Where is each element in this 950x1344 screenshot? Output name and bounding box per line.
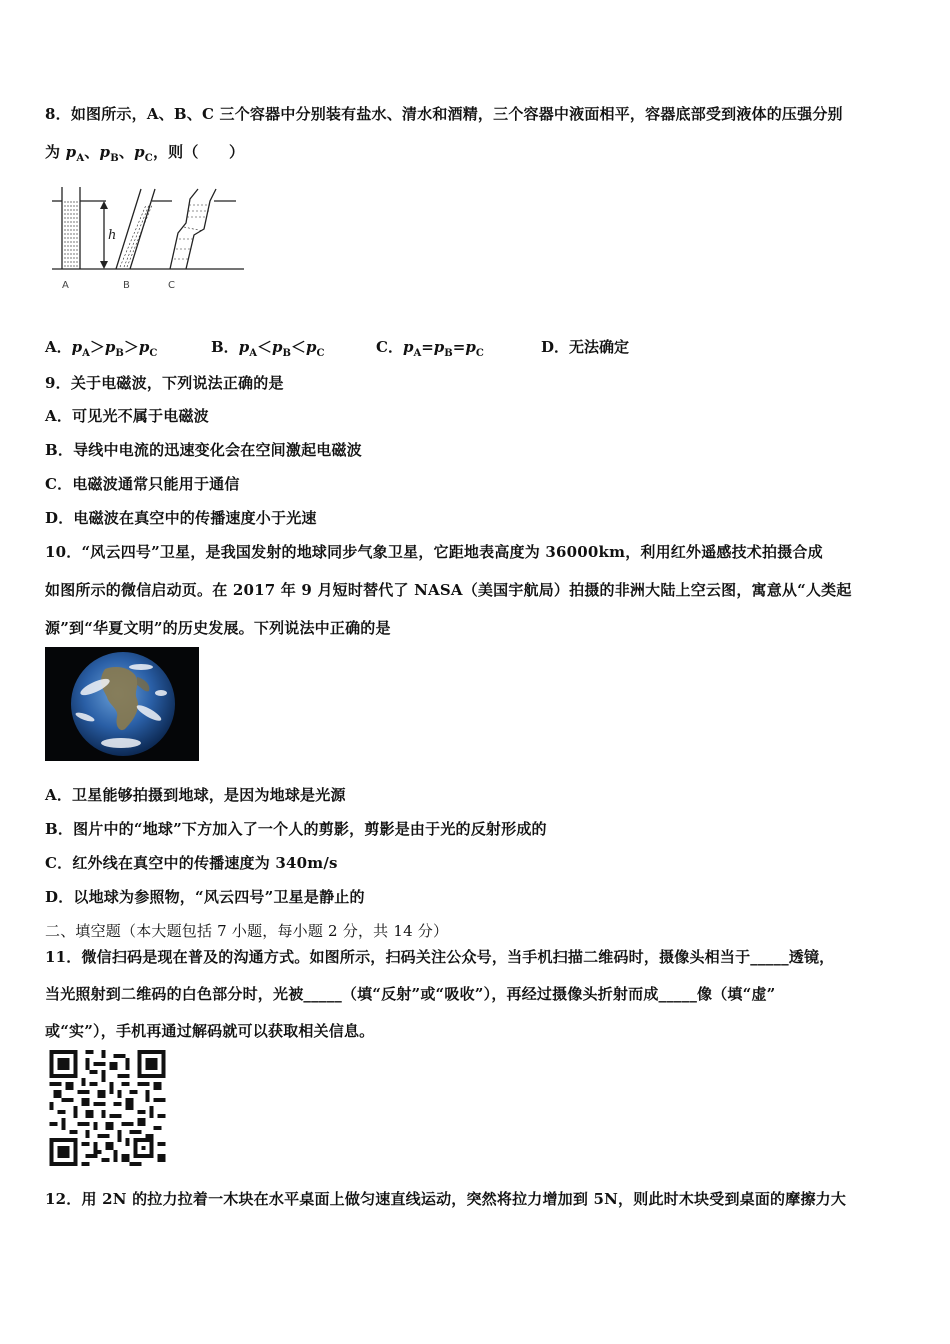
container-diagram	[48, 183, 248, 295]
label-c: C	[168, 280, 175, 291]
q8-option-d: D．无法确定	[541, 338, 630, 356]
q9-option-b: B．导线中电流的迅速变化会在空间激起电磁波	[45, 441, 362, 459]
section-2-heading: 二、填空题（本大题包括 7 小题，每小题 2 分，共 14 分）	[45, 922, 449, 940]
q9-option-c: C．电磁波通常只能用于通信	[45, 475, 240, 493]
container-c-right-wall	[186, 189, 216, 269]
container-b-left-wall	[116, 189, 141, 269]
q11-stem-line1: 11．微信扫码是现在普及的沟通方式。如图所示，扫码关注公众号，当手机扫描二维码时，摄像头相当于_____透镜，	[45, 948, 835, 966]
q10-stem-line1: 10．“风云四号”卫星，是我国发射的地球同步气象卫星，它距地表高度为 36000km，利用红外遥感技术拍摄合成	[45, 543, 823, 561]
earth-image	[45, 647, 199, 761]
q8-option-a: A．$p_A>p_B>p_C$	[45, 338, 158, 359]
q10-option-d: D．以地球为参照物，“风云四号”卫星是静止的	[45, 888, 365, 906]
q10-option-b: B．图片中的“地球”下方加入了一个人的剪影，剪影是由于光的反射形成的	[45, 820, 547, 838]
height-label: h	[108, 228, 117, 243]
q10-option-a: A．卫星能够拍摄到地球，是因为地球是光源	[45, 786, 346, 804]
q9-option-a: A．可见光不属于电磁波	[45, 407, 209, 425]
q11-stem-line3: 或“实”），手机再通过解码就可以获取相关信息。	[45, 1022, 375, 1040]
q8-stem-line2: 为 $p_A$、$p_B$、$p_C$，则（ ）	[45, 143, 245, 164]
qr-code-image	[49, 1050, 166, 1166]
q10-option-c: C．红外线在真空中的传播速度为 340m/s	[45, 854, 338, 872]
q9-option-d: D．电磁波在真空中的传播速度小于光速	[45, 509, 317, 527]
container-c-left-wall	[170, 189, 198, 269]
q9-stem: 9．关于电磁波，下列说法正确的是	[45, 374, 284, 392]
q10-stem-line2: 如图所示的微信启动页。在 2017 年 9 月短时替代了 NASA（美国宇航局）拍摄的非洲大陆上空云图，寓意从“人类起	[45, 581, 852, 599]
label-b: B	[123, 280, 130, 291]
q8-option-c: C．$p_A=p_B=p_C$	[376, 338, 484, 359]
q11-stem-line2: 当光照射到二维码的白色部分时，光被_____（填“反射”或“吸收”），再经过摄像头折射而成_____像（填“虚”	[45, 985, 776, 1003]
label-a: A	[62, 280, 69, 291]
q12-stem-line1: 12．用 2N 的拉力拉着一木块在水平桌面上做匀速直线运动，突然将拉力增加到 5N，则此时木块受到桌面的摩擦力大	[45, 1190, 847, 1208]
q10-stem-line3: 源”到“华夏文明”的历史发展。下列说法中正确的是	[45, 619, 391, 637]
q8-stem-line1: 8．如图所示，A、B、C 三个容器中分别装有盐水、清水和酒精，三个容器中液面相平，容器底部受到液体的压强分别	[45, 105, 843, 123]
q8-option-b: B．$p_A<p_B<p_C$	[211, 338, 325, 359]
